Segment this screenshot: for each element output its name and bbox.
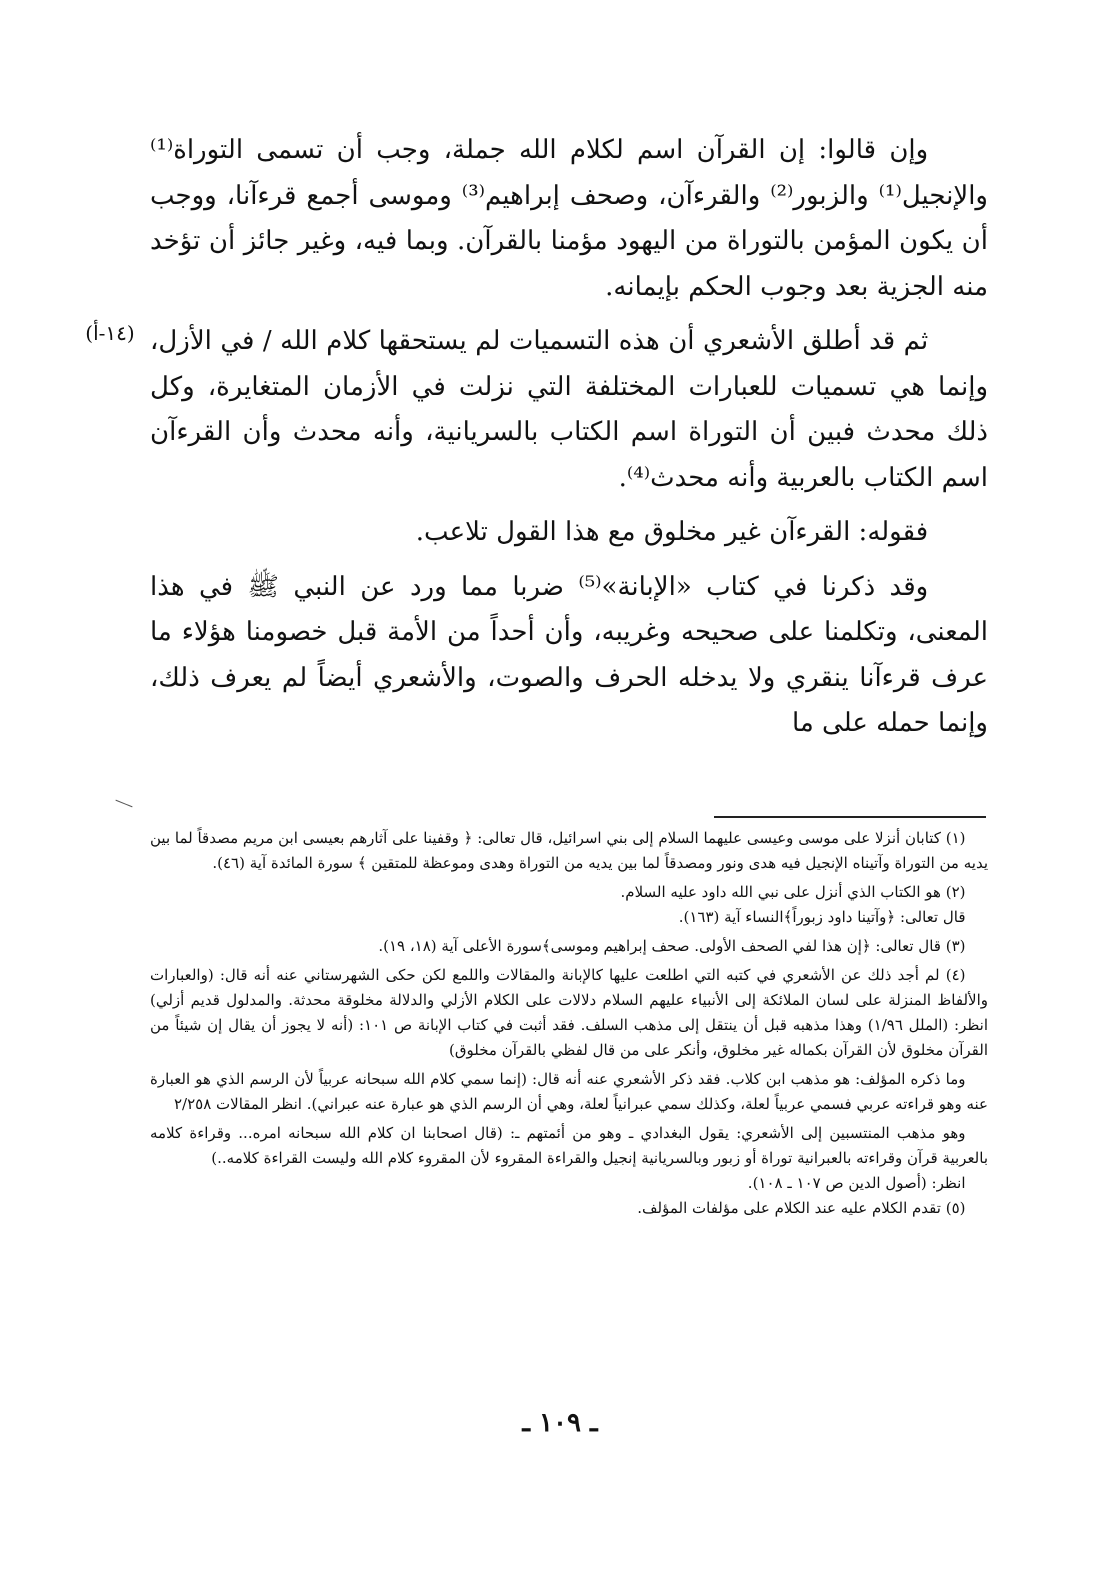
stray-mark	[115, 800, 132, 808]
footnote-1: (١) كتابان أنزلا على موسى وعيسى عليهما السلام إلى بني اسرائيل، قال تعالى: ﴿ وقفينا على آثارهم بعيسى ابن مريم مصدقاً لما بين يديه من التوراة وآتيناه الإنجيل فيه هدى ونور ومصدقاً لما بين يديه من التوراة وهدى وموعظة للمتقين ﴾ سورة المائدة آية (٤٦).	[150, 829, 988, 872]
footnote-2-cont: قال تعالى: ﴿وآتينا داود زبوراً﴾النساء آية (١٦٣).	[678, 908, 966, 926]
footnote-5: (٥) تقدم الكلام عليه عند الكلام على مؤلفات المؤلف.	[637, 1199, 966, 1217]
paragraph-3: فقوله: القرءآن غير مخلوق مع هذا القول تلاعب.	[415, 517, 929, 547]
footnote-4-cont-3: انظر: (أصول الدين ص ١٠٧ ـ ١٠٨).	[747, 1174, 966, 1192]
footnote-divider	[714, 816, 986, 818]
footnote-4: (٤) لم أجد ذلك عن الأشعري في كتبه التي اطلعت عليها كالإبانة والمقالات واللمع لكن حكى الشهرستاني عنه أنه قال: (والعبارات والألفاظ المنزلة على لسان الملائكة إلى الأنبياء عليهم السلام دلالات على الكلام الأزلي والدلالة مخلوقة محدثة. والمدلول قديم أزلي) انظر: (الملل ١/٩٦) وهذا مذهبه قبل أن ينتقل إلى مذهب السلف. فقد أثبت في كتاب الإبانة ص ١٠١: (أنه لا يجوز أن يقال إن شيئاً من القرآن مخلوق لأن القرآن بكماله غير مخلوق، وأنكر على من قال لفظي بالقرآن مخلوق)	[150, 966, 988, 1059]
paragraph-2: ثم قد أطلق الأشعري أن هذه التسميات لم يستحقها كلام الله / في الأزل، وإنما هي تسميات للعبارات المختلفة التي نزلت في الأزمان المتغايرة، وكل ذلك محدث فبين أن التوراة اسم الكتاب بالسريانية، وأنه محدث وأن القرءآن اسم الكتاب بالعربية وأنه محدث⁽⁴⁾.	[150, 326, 988, 493]
footnotes	[150, 826, 988, 1221]
footnote-3: (٣) قال تعالى: ﴿إن هذا لفي الصحف الأولى. صحف إبراهيم وموسى﴾سورة الأعلى آية (١٨، ١٩).	[378, 937, 966, 955]
footnote-2: (٢) هو الكتاب الذي أنزل على نبي الله داود عليه السلام.	[620, 883, 966, 901]
page-number: ـ ١٠٩ ـ	[522, 1408, 598, 1438]
manuscript-folio-ref: (١٤-أ)	[85, 321, 135, 345]
paragraph-4: وقد ذكرنا في كتاب «الإبانة»⁽⁵⁾ ضربا مما ورد عن النبي ﷺ في هذا المعنى، وتكلمنا على صحيحه وغريبه، وأن أحداً من الأمة قبل خصومنا هؤلاء ما عرف قرءآنا ينقري ولا يدخله الحرف والصوت، والأشعري أيضاً لم يعرف ذلك، وإنما حمله على ما	[150, 571, 988, 738]
main-text	[150, 128, 988, 747]
footnote-4-cont-2: وهو مذهب المنتسبين إلى الأشعري: يقول البغدادي ـ وهو من أئمتهم ـ: (قال اصحابنا ان كلام الله سبحانه امره... وقراءة كلامه بالعربية قرآن وقراءته بالعبرانية توراة أو زبور وبالسريانية إنجيل والقراءة المقروء لأن المقروء كلام الله وليست القراءة كلامه..)	[150, 1124, 988, 1167]
footnote-4-cont-1: وما ذكره المؤلف: هو مذهب ابن كلاب. فقد ذكر الأشعري عنه أنه قال: (إنما سمي كلام الله سبحانه عربياً لأن الرسم الذي هو العبارة عنه وهو قراءته عربي فسمي عربياً لعلة، وكذلك سمي عبرانياً لعلة، وهي أن الرسم الذي هو عبارة عنه عبراني). انظر المقالات ٢/٢٥٨	[150, 1070, 988, 1113]
paragraph-1: وإن قالوا: إن القرآن اسم لكلام الله جملة، وجب أن تسمى التوراة⁽¹⁾ والإنجيل⁽¹⁾ والزبور⁽²⁾ والقرءآن، وصحف إبراهيم⁽³⁾ وموسى أجمع قرءآنا، ووجب أن يكون المؤمن بالتوراة من اليهود مؤمنا بالقرآن. وبما فيه، وغير جائز أن تؤخد منه الجزية بعد وجوب الحكم بإيمانه.	[150, 135, 988, 302]
